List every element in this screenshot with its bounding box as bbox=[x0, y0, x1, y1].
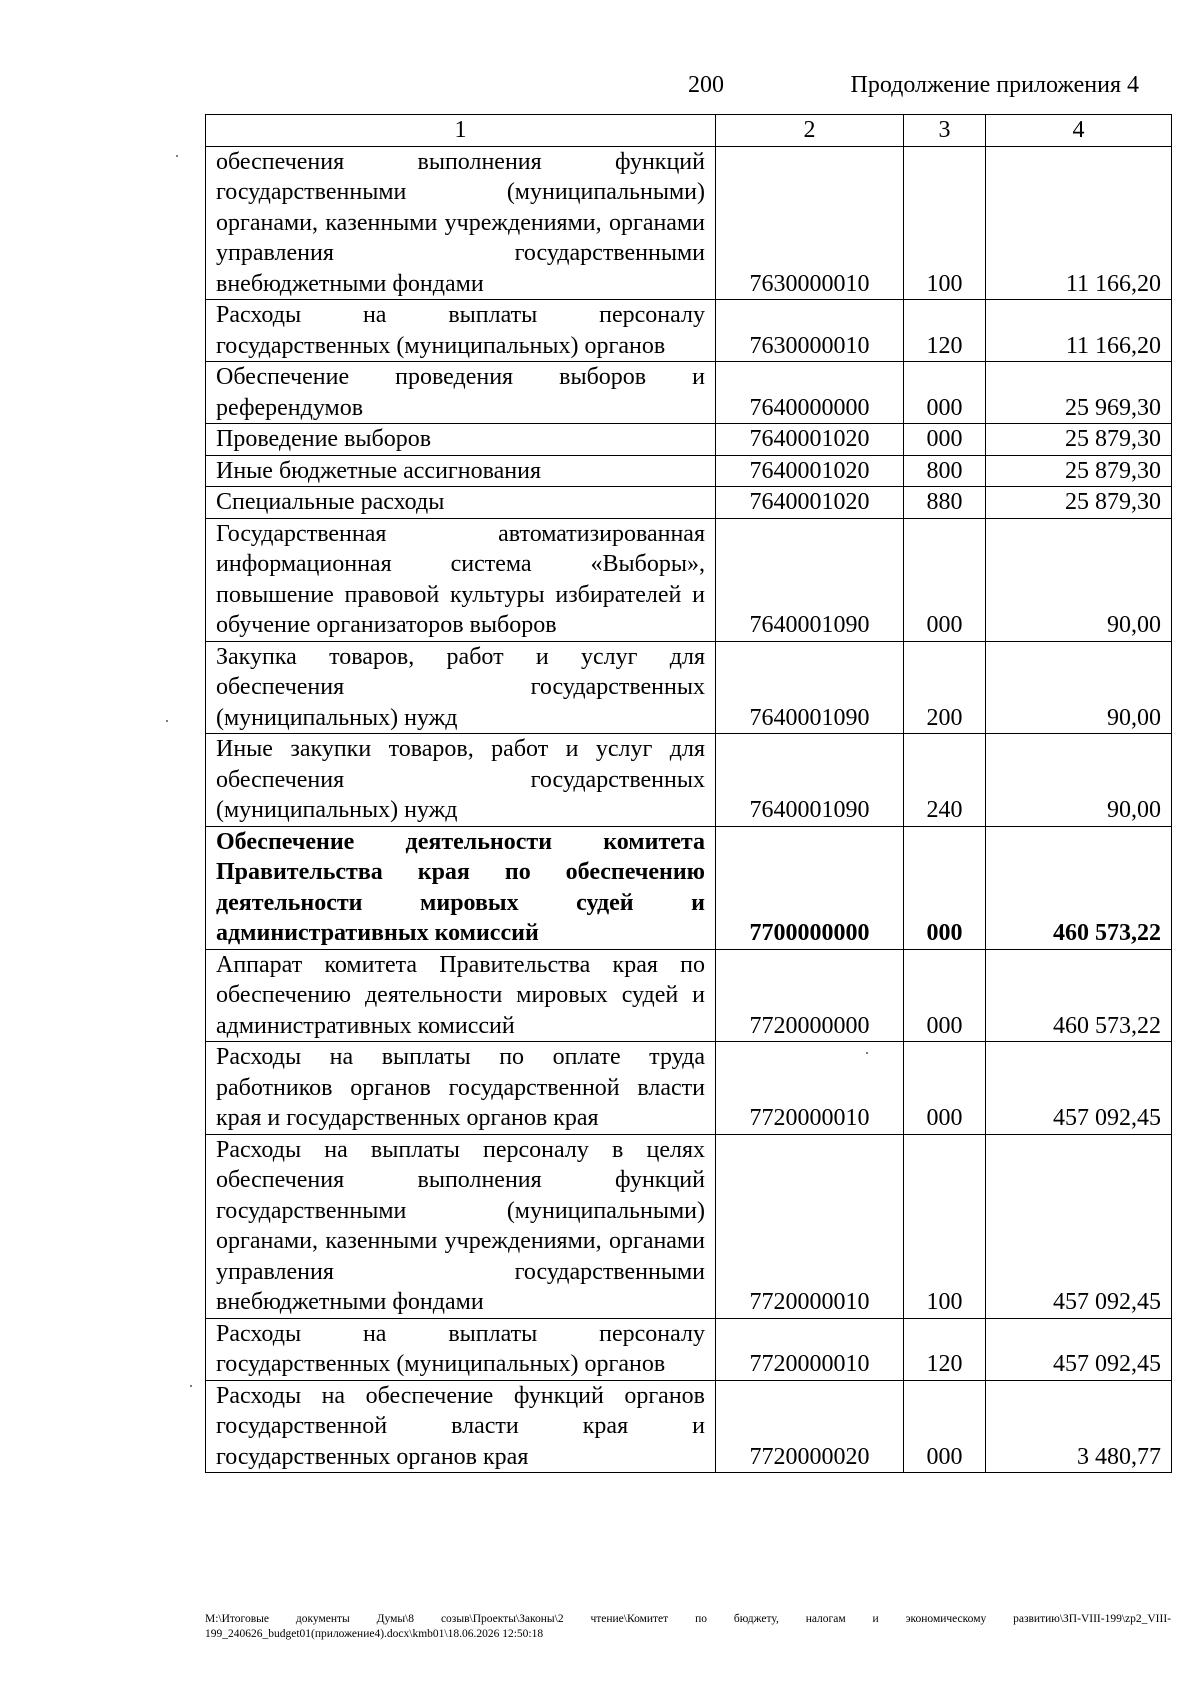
row-name-cell: Обеспечение проведения выборов и референдумов bbox=[206, 362, 716, 424]
row-type-cell: 120 bbox=[904, 300, 986, 362]
row-code-cell: 7640001020 bbox=[716, 424, 904, 456]
table-row bbox=[206, 1134, 1172, 1318]
row-code-cell: 7640001090 bbox=[716, 641, 904, 734]
row-type-cell: 000 bbox=[904, 424, 986, 456]
row-amount-cell: 90,00 bbox=[986, 518, 1172, 641]
row-code-cell: 7720000010 bbox=[716, 1134, 904, 1318]
row-name-cell: Специальные расходы bbox=[206, 487, 716, 519]
row-amount-cell: 457 092,45 bbox=[986, 1134, 1172, 1318]
row-amount-cell: 25 879,30 bbox=[986, 424, 1172, 456]
row-code-cell: 7640001020 bbox=[716, 455, 904, 487]
row-type-cell: 120 bbox=[904, 1318, 986, 1380]
footer-path: M:\Итоговые документы Думы\8 созыв\Проекты\Законы\2 чтение\Комитет по бюджету, налогам и экономическому развитию\ЗП-VIII-199\zp2_VIII-199_240626_budget01(приложение4).docx\kmb01\18.06.2026 12:50:18 bbox=[205, 1613, 1171, 1640]
row-code-cell: 7640000000 bbox=[716, 362, 904, 424]
row-amount-cell: 25 969,30 bbox=[986, 362, 1172, 424]
row-type-cell: 800 bbox=[904, 455, 986, 487]
column-header: 2 bbox=[716, 115, 904, 147]
row-type-cell: 000 bbox=[904, 362, 986, 424]
row-name-cell: Расходы на выплаты персоналу государственных (муниципальных) органов bbox=[206, 300, 716, 362]
row-amount-cell: 460 573,22 bbox=[986, 949, 1172, 1042]
row-code-cell: 7720000010 bbox=[716, 1042, 904, 1135]
row-amount-cell: 90,00 bbox=[986, 734, 1172, 827]
row-code-cell: 7720000000 bbox=[716, 949, 904, 1042]
row-name-cell: Аппарат комитета Правительства края по обеспечению деятельности мировых судей и административных комиссий bbox=[206, 949, 716, 1042]
row-name-cell: Проведение выборов bbox=[206, 424, 716, 456]
table-row bbox=[206, 518, 1172, 641]
table-header-row bbox=[206, 115, 1172, 147]
table-row bbox=[206, 734, 1172, 827]
row-type-cell: 000 bbox=[904, 1380, 986, 1473]
table-row bbox=[206, 362, 1172, 424]
table-row bbox=[206, 1318, 1172, 1380]
column-header: 4 bbox=[986, 115, 1172, 147]
row-type-cell: 100 bbox=[904, 146, 986, 300]
table-row bbox=[206, 1380, 1172, 1473]
table-row bbox=[206, 949, 1172, 1042]
row-type-cell: 880 bbox=[904, 487, 986, 519]
page-number: 200 bbox=[688, 72, 724, 98]
row-name-cell: Закупка товаров, работ и услуг для обеспечения государственных (муниципальных) нужд bbox=[206, 641, 716, 734]
row-code-cell: 7720000020 bbox=[716, 1380, 904, 1473]
row-code-cell: 7700000000 bbox=[716, 826, 904, 949]
row-name-cell: Расходы на обеспечение функций органов государственной власти края и государственных органов края bbox=[206, 1380, 716, 1473]
row-amount-cell: 90,00 bbox=[986, 641, 1172, 734]
row-name-cell: Иные закупки товаров, работ и услуг для обеспечения государственных (муниципальных) нужд bbox=[206, 734, 716, 827]
appendix-note: Продолжение приложения 4 bbox=[850, 72, 1139, 98]
row-code-cell: 7720000010 bbox=[716, 1318, 904, 1380]
row-code-cell: 7630000010 bbox=[716, 146, 904, 300]
row-amount-cell: 11 166,20 bbox=[986, 146, 1172, 300]
row-amount-cell: 457 092,45 bbox=[986, 1042, 1172, 1135]
table-row bbox=[206, 641, 1172, 734]
row-amount-cell: 25 879,30 bbox=[986, 487, 1172, 519]
column-header: 3 bbox=[904, 115, 986, 147]
row-name-cell: Государственная автоматизированная информационная система «Выборы», повышение правовой культуры избирателей и обучение организаторов выборов bbox=[206, 518, 716, 641]
row-name-cell: Иные бюджетные ассигнования bbox=[206, 455, 716, 487]
row-name-cell: Расходы на выплаты персоналу государственных (муниципальных) органов bbox=[206, 1318, 716, 1380]
row-type-cell: 100 bbox=[904, 1134, 986, 1318]
table-row bbox=[206, 455, 1172, 487]
row-type-cell: 240 bbox=[904, 734, 986, 827]
table-row bbox=[206, 424, 1172, 456]
scan-speck bbox=[190, 1385, 192, 1387]
row-code-cell: 7640001020 bbox=[716, 487, 904, 519]
row-name-cell: Расходы на выплаты персоналу в целях обеспечения выполнения функций государственными (муниципальными) органами, казенными учреждениями, органами управления государственными внебюджетными фондами bbox=[206, 1134, 716, 1318]
budget-table bbox=[205, 114, 1172, 1473]
row-name-cell: обеспечения выполнения функций государственными (муниципальными) органами, казенными учреждениями, органами управления государственными внебюджетными фондами bbox=[206, 146, 716, 300]
column-header: 1 bbox=[206, 115, 716, 147]
row-type-cell: 200 bbox=[904, 641, 986, 734]
scan-speck bbox=[866, 1052, 868, 1054]
row-type-cell: 000 bbox=[904, 518, 986, 641]
table-row bbox=[206, 146, 1172, 300]
row-amount-cell: 3 480,77 bbox=[986, 1380, 1172, 1473]
table-row bbox=[206, 487, 1172, 519]
scan-speck bbox=[166, 720, 168, 722]
table-row bbox=[206, 300, 1172, 362]
scan-speck bbox=[176, 155, 178, 157]
row-amount-cell: 457 092,45 bbox=[986, 1318, 1172, 1380]
row-code-cell: 7640001090 bbox=[716, 518, 904, 641]
row-amount-cell: 11 166,20 bbox=[986, 300, 1172, 362]
table-row bbox=[206, 1042, 1172, 1135]
row-type-cell: 000 bbox=[904, 1042, 986, 1135]
row-amount-cell: 25 879,30 bbox=[986, 455, 1172, 487]
row-type-cell: 000 bbox=[904, 826, 986, 949]
table-row bbox=[206, 826, 1172, 949]
row-code-cell: 7640001090 bbox=[716, 734, 904, 827]
row-code-cell: 7630000010 bbox=[716, 300, 904, 362]
row-name-cell: Обеспечение деятельности комитета Правительства края по обеспечению деятельности мировых судей и административных комиссий bbox=[206, 826, 716, 949]
row-amount-cell: 460 573,22 bbox=[986, 826, 1172, 949]
row-type-cell: 000 bbox=[904, 949, 986, 1042]
row-name-cell: Расходы на выплаты по оплате труда работников органов государственной власти края и государственных органов края bbox=[206, 1042, 716, 1135]
